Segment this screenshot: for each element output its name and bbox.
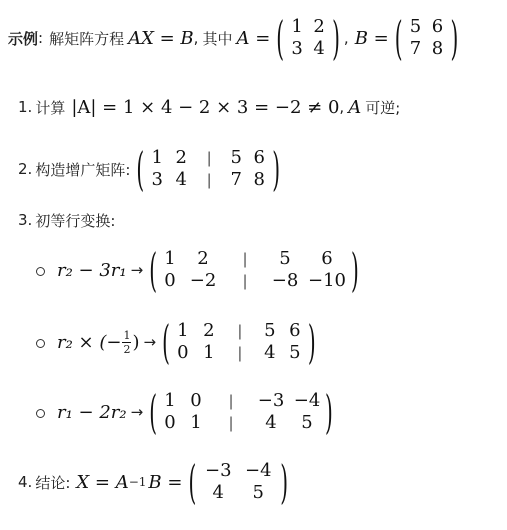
determinant-expression: |A| = 1 × 4 − 2 × 3 = −2 ≠ 0 [71,96,340,118]
matrix-cell: 4 [212,482,224,503]
matrix-cell: −3 [257,390,285,411]
step-label: 构造增广矩阵: [35,160,131,179]
operation-close: ) [132,331,140,353]
matrix-cell: 3 [291,38,303,59]
matrix-cell: 1 [203,342,215,363]
matrix-cell: 1 [291,16,303,37]
matrix-cell: 4 [313,38,325,59]
result-matrix: ( 1 0 | −3 −4 0 1 | 4 5 ) [149,384,333,440]
matrix-cell: 7 [409,38,422,59]
matrix-cell: 5 [301,412,313,433]
augmented-matrix: ( 1 2 | 5 6 3 4 | 7 8 ) [136,141,280,197]
step-number: 3. [18,211,33,229]
step-2 [18,141,282,197]
matrix-cell: −3 [204,460,232,481]
matrix-cell: 2 [203,320,215,341]
augment-bar: | [206,149,212,167]
matrix-cell: 8 [431,38,444,59]
matrix-cell: 6 [321,248,333,269]
matrix-cell: 1 [190,412,202,433]
matrix-cell: 5 [409,16,422,37]
step-tail: 可逆; [365,98,401,117]
matrix-cell: 0 [164,412,176,433]
step-comma: , [339,98,345,116]
matrix-cell: 2 [175,147,187,168]
operation-label: r₂ − 3r₁ [57,259,127,281]
fraction-numerator: 1 [123,328,131,342]
augment-bar: | [237,344,243,362]
matrix-cell: 5 [279,248,291,269]
arrow-icon: → [143,333,157,351]
step-4 [18,454,290,510]
intro-equation: AX = B [128,27,194,49]
intro-where: 其中 [202,29,233,48]
augment-bar: | [228,414,234,432]
bullet-icon [36,409,45,418]
matrix-cell: 4 [175,169,187,190]
conclusion-expression: X = A [76,471,129,493]
step-number: 2. [18,160,33,178]
step-label: 初等行变换: [35,211,116,230]
matrix-cell: 0 [177,342,189,363]
intro-comma-2: , [343,29,349,47]
intro-colon: : [38,29,44,47]
matrix-cell: −2 [189,270,217,291]
step-1 [18,94,400,120]
step-label: 结论: [35,473,71,492]
matrix-cell: 8 [253,169,265,190]
step-number: 4. [18,473,33,491]
bullet-icon [36,339,45,348]
step-number: 1. [18,98,33,116]
intro-comma: , [193,29,199,47]
matrix-cell: 1 [164,248,176,269]
bullet-icon [36,267,45,276]
matrix-cell: 7 [230,169,242,190]
result-matrix: ( 1 2 | 5 6 0 1 | 4 5 ) [162,314,316,370]
arrow-icon: → [130,261,144,279]
matrix-cell: 4 [265,412,277,433]
fraction-denominator: 2 [123,342,131,356]
matrix-cell: 5 [252,482,264,503]
operation-label: r₂ × (− [57,331,122,353]
matrix-cell: −10 [308,270,347,291]
inverse-superscript: −1 [128,475,147,489]
row-operation-2 [36,314,318,370]
arrow-icon: → [130,403,144,421]
matrix-a-name: A = [236,27,271,49]
step-3 [18,208,115,232]
intro-label: 示例 [8,29,39,48]
augment-bar: | [228,392,234,410]
matrix-cell: 6 [431,16,444,37]
matrix-cell: −4 [293,390,321,411]
solution-matrix: ( −3 −4 4 5 ) [188,454,289,510]
row-operation-3 [36,384,335,440]
augment-bar: | [206,171,212,189]
step-label: 计算 [35,98,66,117]
matrix-b: ( 5 6 7 8 ) [394,10,459,66]
matrix-cell: 2 [313,16,325,37]
matrix-a-symbol: A [348,96,362,118]
matrix-cell: −4 [244,460,272,481]
fraction [122,330,131,355]
matrix-cell: 1 [151,147,163,168]
matrix-cell: 1 [177,320,189,341]
matrix-b-name: B = [354,27,389,49]
matrix-cell: 5 [264,320,276,341]
matrix-cell: 2 [197,248,209,269]
matrix-a: ( 1 2 3 4 ) [276,10,340,66]
intro-line [8,10,460,66]
matrix-cell: 3 [151,169,163,190]
matrix-cell: 0 [164,270,176,291]
augment-bar: | [242,250,248,268]
matrix-cell: 5 [230,147,242,168]
operation-label: r₁ − 2r₂ [57,401,127,423]
matrix-cell: −8 [271,270,299,291]
result-matrix: ( 1 2 | 5 6 0 −2 | −8 −10 ) [149,242,359,298]
intro-text: 解矩阵方程 [49,29,125,48]
conclusion-expression-tail: B = [148,471,183,493]
matrix-cell: 6 [289,320,301,341]
matrix-cell: 0 [190,390,202,411]
matrix-cell: 1 [164,390,176,411]
matrix-cell: 4 [264,342,276,363]
matrix-cell: 5 [289,342,301,363]
row-operation-1 [36,242,361,298]
augment-bar: | [242,272,248,290]
augment-bar: | [237,322,243,340]
matrix-cell: 6 [253,147,265,168]
